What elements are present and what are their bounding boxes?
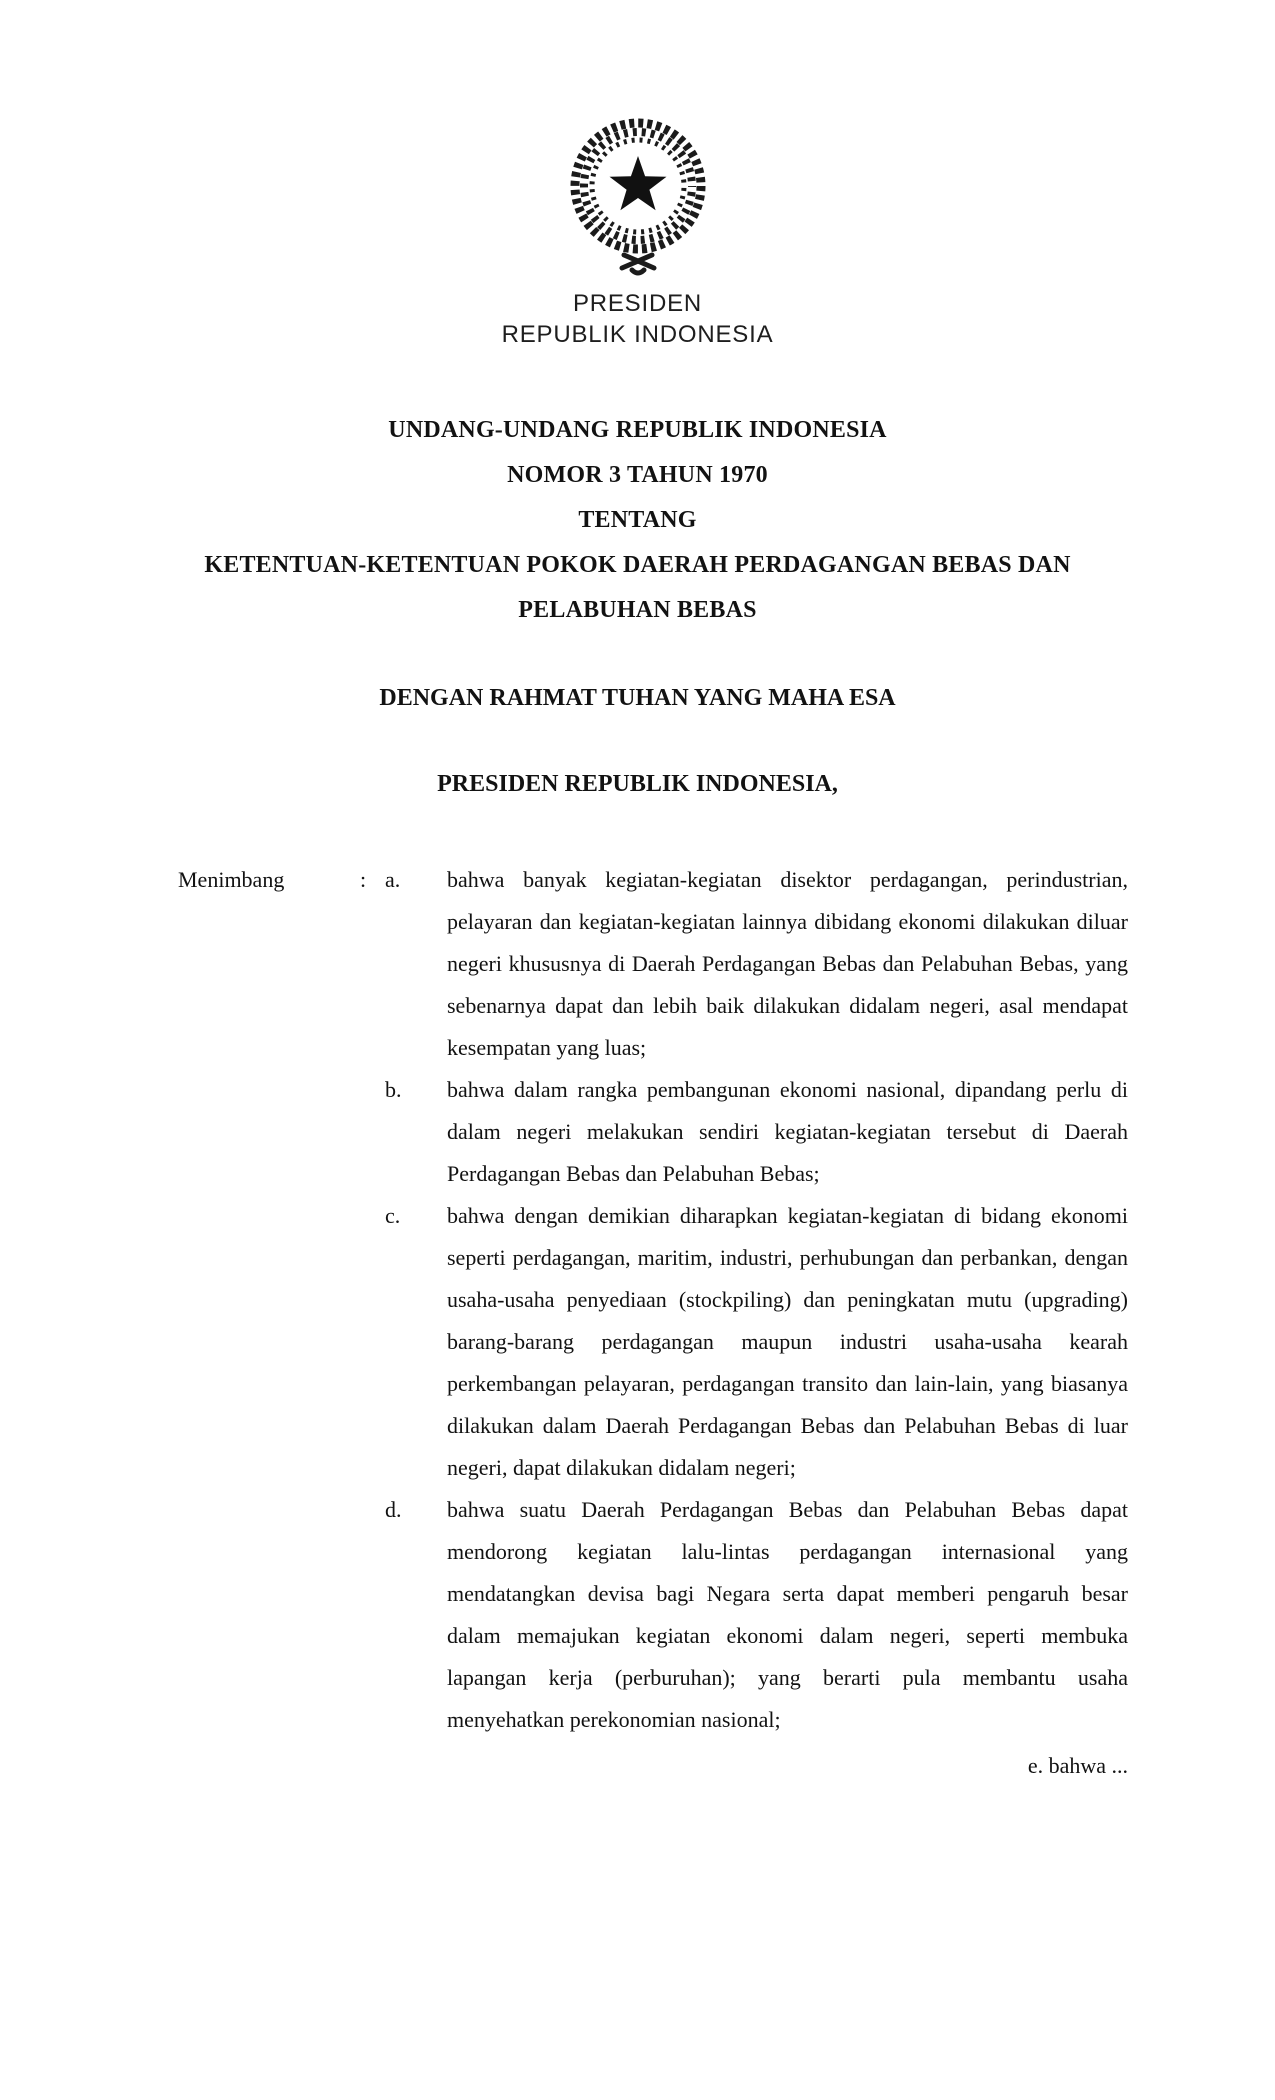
item-letter-c: c. (385, 1203, 401, 1228)
title-line-3: TENTANG (578, 507, 697, 533)
considering-label: Menimbang (178, 867, 285, 892)
document-title (0, 408, 1275, 633)
star-wreath-icon (554, 108, 722, 280)
letterhead-republik-indonesia: REPUBLIK INDONESIA (501, 321, 774, 348)
item-text-a: bahwa banyak kegiatan-kegiatan disektor perdagangan, perindustrian, pelayaran dan kegiatan-kegiatan lainnya dibidang ekonomi dilakukan diluar negeri khususnya di Daerah Perdagangan Bebas dan Pelabuhan Bebas, yang sebenarnya dapat dan lebih baik dilakukan didalam negeri, asal mendapat kesempatan yang luas; (447, 867, 1128, 1060)
national-emblem (0, 108, 1275, 280)
issuer-line: PRESIDEN REPUBLIK INDONESIA, (437, 771, 838, 797)
consideration-row (178, 1069, 1128, 1195)
title-line-4: KETENTUAN-KETENTUAN POKOK DAERAH PERDAGANGAN BEBAS DAN (204, 552, 1071, 578)
consideration-row (178, 1195, 1128, 1489)
item-text-d: bahwa suatu Daerah Perdagangan Bebas dan Pelabuhan Bebas dapat mendorong kegiatan lalu-lintas perdagangan internasional yang mendatangkan devisa bagi Negara serta dapat memberi pengaruh besar dalam memajukan kegiatan ekonomi dalam negeri, seperti membuka lapangan kerja (perburuhan); yang berarti pula membantu usaha menyehatkan perekonomian nasional; (447, 1497, 1128, 1732)
consideration-row (178, 859, 1128, 1069)
item-text-c: bahwa dengan demikian diharapkan kegiatan-kegiatan di bidang ekonomi seperti perdagangan, maritim, industri, perhubungan dan perbankan, dengan usaha-usaha penyediaan (stockpiling) dan peningkatan mutu (upgrading) barang-barang perdagangan maupun industri usaha-usaha kearah perkembangan pelayaran, perdagangan transito dan lain-lain, yang biasanya dilakukan dalam Daerah Perdagangan Bebas dan Pelabuhan Bebas di luar negeri, dapat dilakukan didalam negeri; (447, 1203, 1128, 1480)
continuation-catchword: e. bahwa ... (1027, 1753, 1128, 1778)
considering-colon: : (360, 867, 367, 892)
title-line-2: NOMOR 3 TAHUN 1970 (507, 462, 768, 488)
item-letter-d: d. (385, 1497, 402, 1522)
title-line-5: PELABUHAN BEBAS (518, 597, 757, 623)
invocation-line: DENGAN RAHMAT TUHAN YANG MAHA ESA (379, 685, 896, 711)
considerations-section (178, 859, 1128, 1741)
item-letter-b: b. (385, 1077, 402, 1102)
letterhead (0, 288, 1275, 350)
item-text-b: bahwa dalam rangka pembangunan ekonomi nasional, dipandang perlu di dalam negeri melakukan sendiri kegiatan-kegiatan tersebut di Daerah Perdagangan Bebas dan Pelabuhan Bebas; (447, 1077, 1128, 1186)
title-line-1: UNDANG-UNDANG REPUBLIK INDONESIA (388, 417, 887, 443)
consideration-row (178, 1489, 1128, 1741)
item-letter-a: a. (385, 867, 401, 892)
letterhead-presiden: PRESIDEN (572, 290, 703, 317)
